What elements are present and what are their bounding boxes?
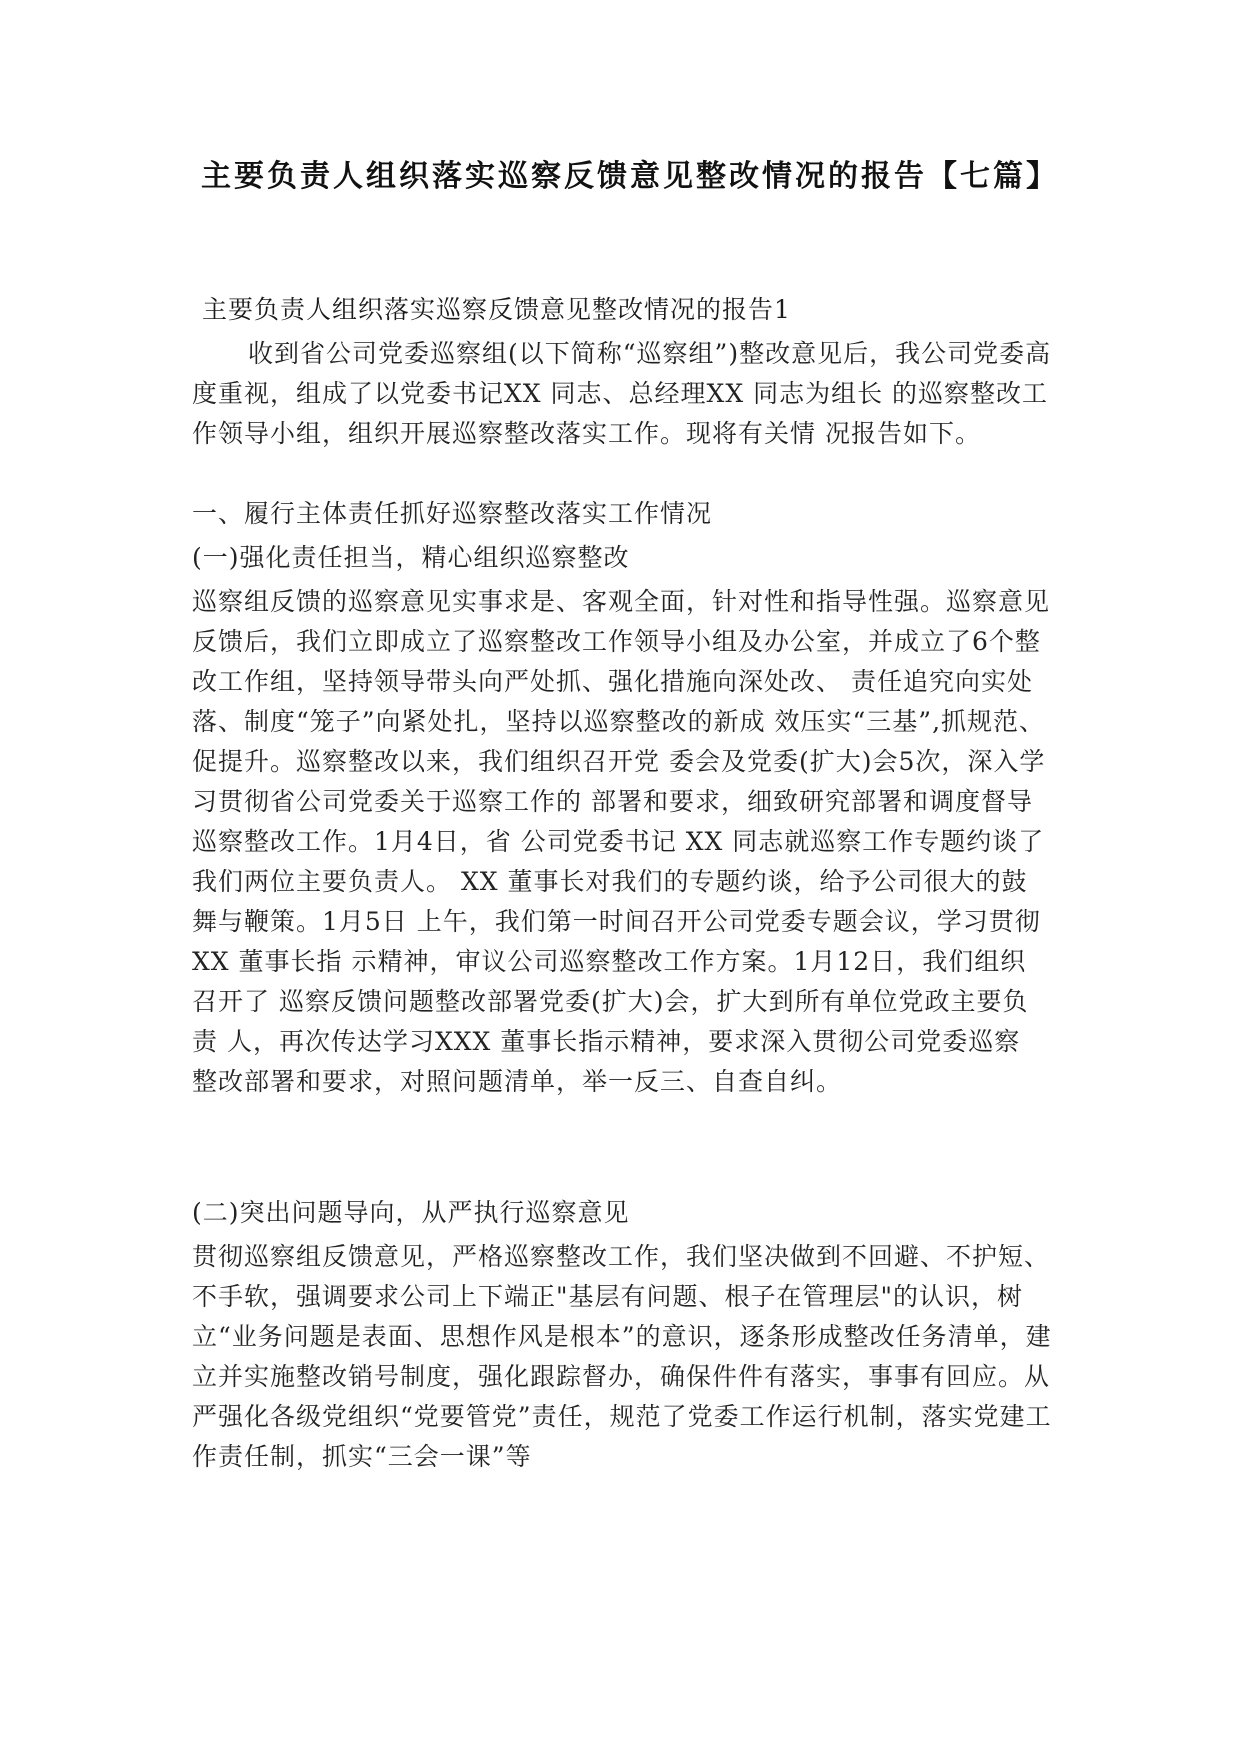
report-subtitle: 主要负责人组织落实巡察反馈意见整改情况的报告1 [202,295,791,324]
section-1-heading: 一、履行主体责任抓好巡察整改落实工作情况 [192,499,713,528]
section-1-1-paragraph: 巡察组反馈的巡察意见实事求是、客观全面，针对性和指导性强。巡察意见反馈后，我们立即成立了巡察整改工作领导小组及办公室，并成立了6个整改工作组，坚持领导带头向严处抓、强化措施向深处改、 责任追究向实处落、制度“笼子”向紧处扎，坚持以巡察整改的新成 效压实“三基”,抓规范、促提升。巡察整改以来，我们组织召开党 委会及党委(扩大)会5次，深入学习贯彻省公司党委关于巡察工作的 部署和要求，细致研究部署和调度督导巡察整改工作。1月4日，省 公司党委书记 XX 同志就巡察工作专题约谈了我们两位主要负责人。 XX 董事长对我们的专题约谈，给予公司很大的鼓舞与鞭策。1月5日 上午，我们第一时间召开公司党委专题会议，学习贯彻 XX 董事长指 示精神，审议公司巡察整改工作方案。1月12日，我们组织召开了 巡察反馈问题整改部署党委(扩大)会，扩大到所有单位党政主要负责 人，再次传达学习XXX 董事长指示精神，要求深入贯彻公司党委巡察 整改部署和要求，对照问题清单，举一反三、自查自纠。 [192,587,1051,1096]
section-1-1-heading: (一)强化责任担当，精心组织巡察整改 [192,543,630,572]
intro-paragraph: 收到省公司党委巡察组(以下简称“巡察组”)整改意见后，我公司党委高度重视，组成了以党委书记XX 同志、总经理XX 同志为组长 的巡察整改工作领导小组，组织开展巡察整改落实工作。现将有关情 况报告如下。 [192,339,1052,448]
section-1-2-paragraph: 贯彻巡察组反馈意见，严格巡察整改工作，我们坚决做到不回避、不护短、不手软，强调要求公司上下端正"基层有问题、根子在管理层"的认识，树立“业务问题是表面、思想作风是根本”的意识，逐条形成整改任务清单，建立并实施整改销号制度，强化跟踪督办，确保件件有落实，事事有回应。从严强化各级党组织“党要管党”责任，规范了党委工作运行机制，落实党建工作责任制，抓实“三会一课”等 [192,1242,1052,1471]
document-title: 主要负责人组织落实巡察反馈意见整改情况的报告【七篇】 [201,159,1059,194]
section-1-2-heading: (二)突出问题导向，从严执行巡察意见 [192,1198,630,1227]
